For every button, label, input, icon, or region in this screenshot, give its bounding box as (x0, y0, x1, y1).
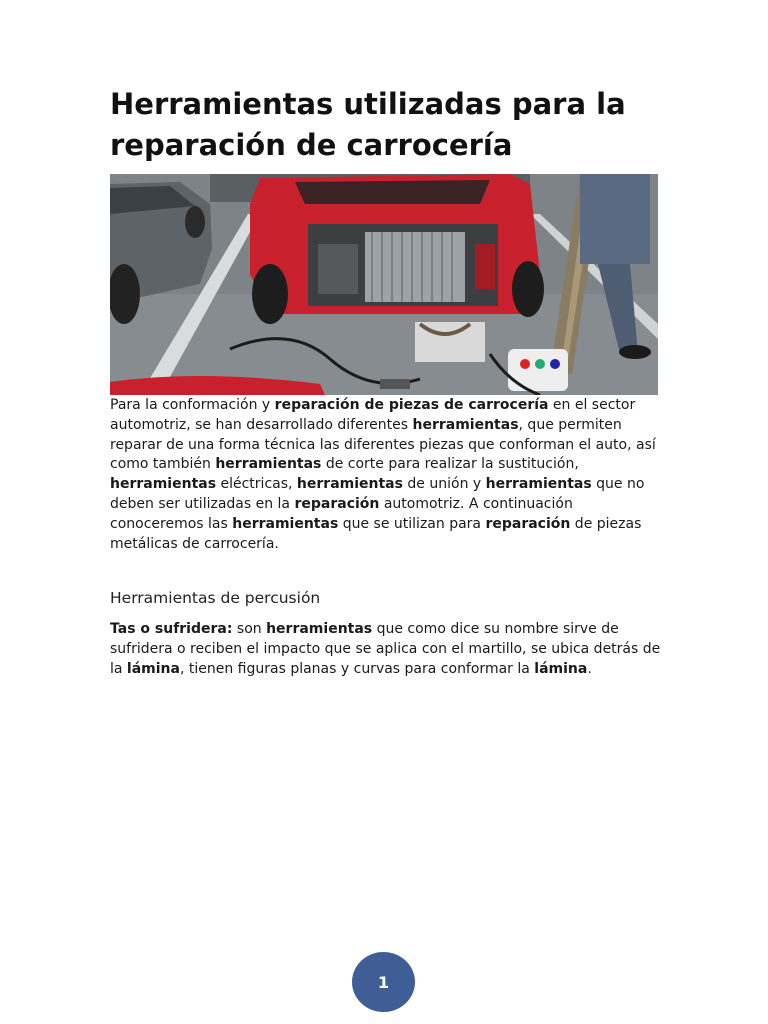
text-run: automotriz. A continuación conoceremos las (110, 495, 573, 532)
bold-text-run: herramientas (215, 456, 322, 473)
bold-text-run: herramientas (232, 515, 339, 532)
bold-text-run: herramientas (296, 476, 403, 493)
bold-text-run: lámina (534, 660, 588, 677)
text-run: , que permiten reparar de una forma técnica las diferentes piezas que conforman el auto, así como también (110, 416, 656, 473)
bold-text-run: reparación (294, 495, 380, 512)
text-run: que no deben ser utilizadas en la (110, 476, 645, 512)
text-run: que se utilizan para (338, 515, 486, 532)
bold-text-run: lámina (126, 660, 180, 677)
bold-text-run: herramientas (110, 476, 217, 493)
page-number-badge: 1 (352, 952, 415, 1012)
text-run: de piezas metálicas de carrocería. (110, 515, 642, 552)
bold-text-run: herramientas (485, 476, 592, 493)
intro-paragraph (110, 396, 670, 554)
text-run: que como dice su nombre sirve de sufridera o reciben el impacto que se aplica con el martillo, se ubica detrás de la (110, 621, 661, 677)
bold-text-run: reparación (485, 515, 571, 532)
bold-text-run: herramientas (412, 416, 519, 433)
text-run: de corte para realizar la sustitución, (321, 456, 579, 473)
text-run: , tienen figuras planas y curvas para conformar la (179, 660, 535, 677)
text-run: Para la conformación y (110, 397, 275, 413)
tas-paragraph (110, 620, 670, 679)
text-run: eléctricas, (216, 476, 297, 493)
text-run: . (587, 660, 592, 677)
car-repair-photo (110, 174, 658, 395)
text-run: en el sector automotriz, se han desarrollado diferentes (110, 397, 636, 433)
text-run: son (232, 621, 267, 637)
bold-text-run: herramientas (266, 621, 373, 637)
text-run: de unión y (402, 476, 486, 493)
bold-text-run: Tas o sufridera: (110, 621, 233, 637)
page-title: Herramientas utilizadas para la reparación de carrocería (110, 87, 626, 162)
bold-text-run: reparación de piezas de carrocería (274, 397, 549, 413)
section-heading: Herramientas de percusión (110, 589, 321, 607)
